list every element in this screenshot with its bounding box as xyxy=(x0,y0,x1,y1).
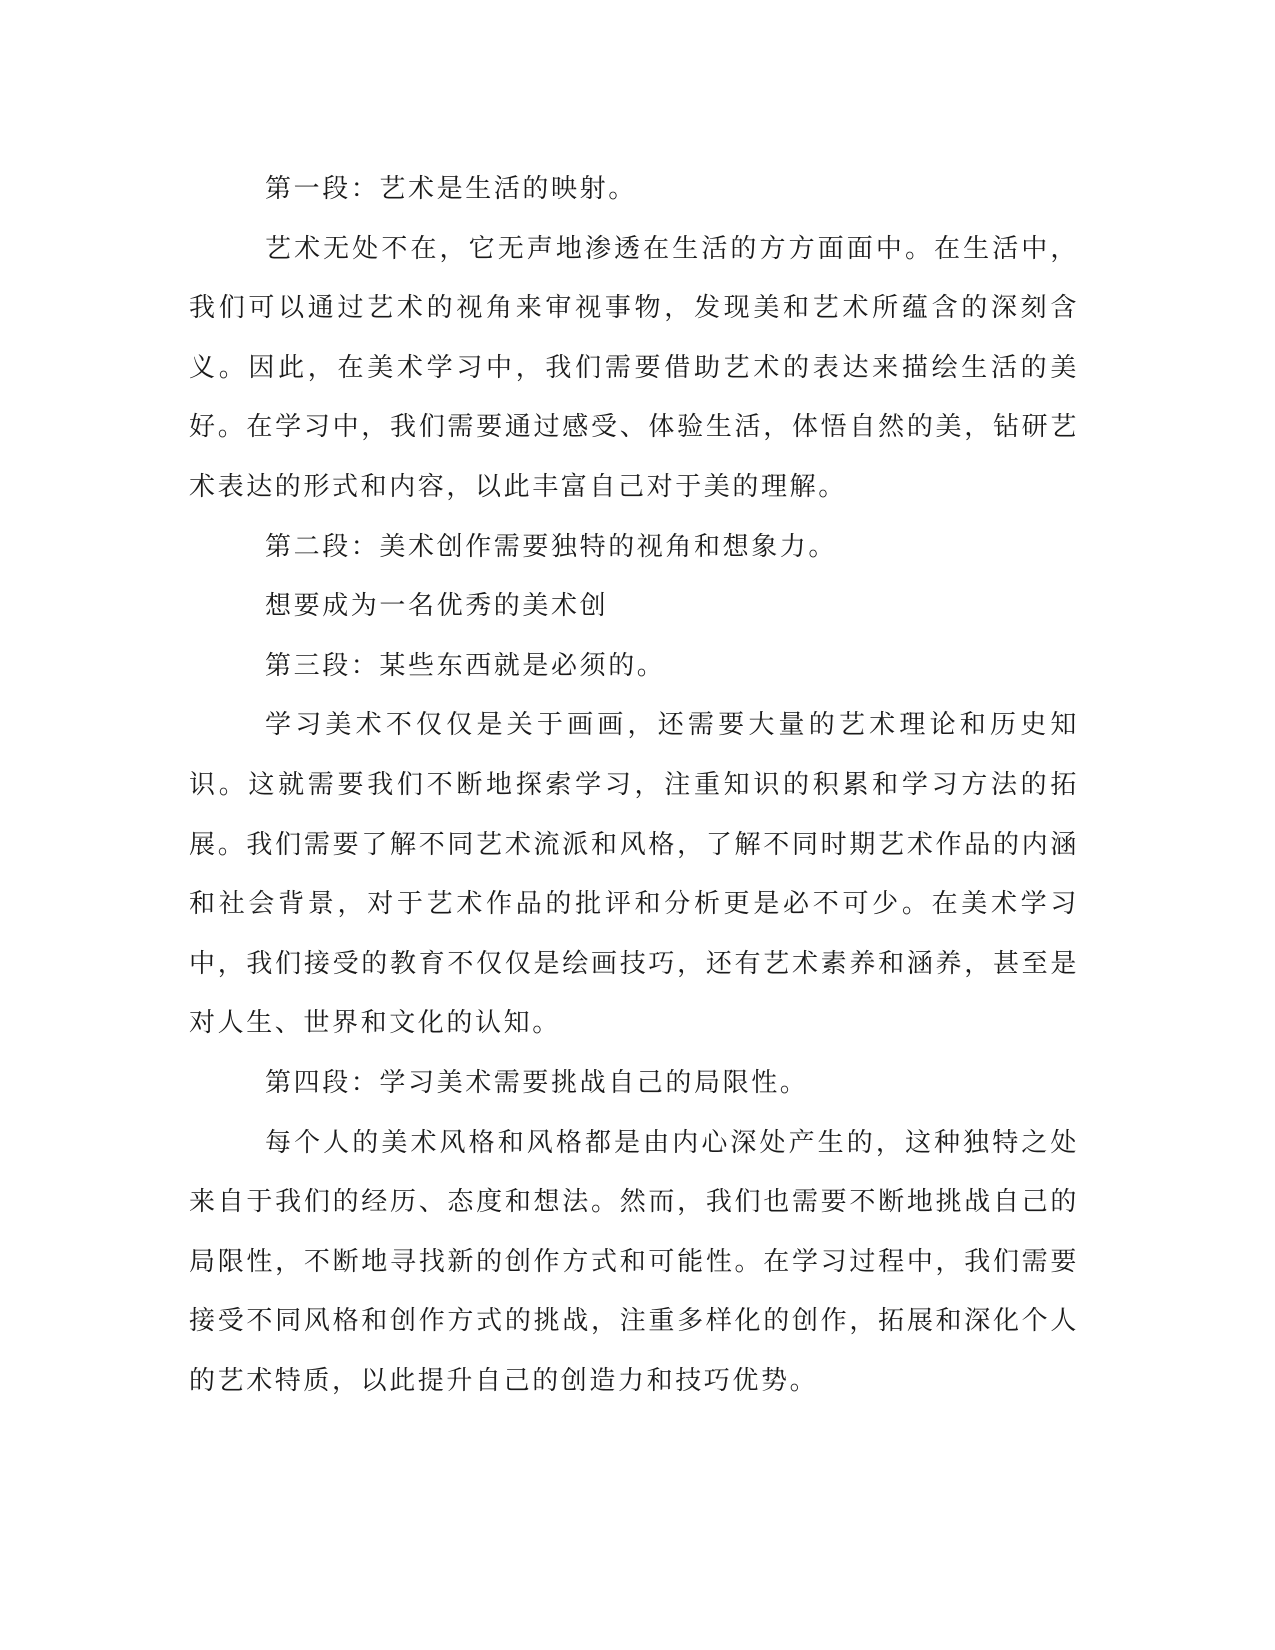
section-heading-3: 第三段：某些东西就是必须的。 xyxy=(265,650,666,681)
paragraph-1: 艺术无处不在，它无声地渗透在生活的方方面面中。在生活中，我们可以通过艺术的视角来审视事物，发现美和艺术所蕴含的深刻含义。因此，在美术学习中，我们需要借助艺术的表达来描绘生活的美好。在学习中，我们需要通过感受、体验生活，体悟自然的美，钻研艺术表达的形式和内容，以此丰富自己对于美的理解。 xyxy=(189,233,1079,502)
section-heading-1: 第一段：艺术是生活的映射。 xyxy=(265,174,637,204)
section-heading-4: 第四段：学习美术需要挑战自己的局限性。 xyxy=(265,1067,809,1098)
paragraph-4: 每个人的美术风格和风格都是由内心深处产生的，这种独特之处来自于我们的经历、态度和想法。然而，我们也需要不断地挑战自己的局限性，不断地寻找新的创作方式和可能性。在学习过程中，我们需要接受不同风格和创作方式的挑战，注重多样化的创作，拓展和深化个人的艺术特质，以此提升自己的创造力和技巧优势。 xyxy=(189,1127,1079,1396)
paragraph-2: 想要成为一名优秀的美术创 xyxy=(265,591,609,622)
paragraph-3: 学习美术不仅仅是关于画画，还需要大量的艺术理论和历史知识。这就需要我们不断地探索学习，注重知识的积累和学习方法的拓展。我们需要了解不同艺术流派和风格，了解不同时期艺术作品的内涵和社会背景，对于艺术作品的批评和分析更是必不可少。在美术学习中，我们接受的教育不仅仅是绘画技巧，还有艺术素养和涵养，甚至是对人生、世界和文化的认知。 xyxy=(189,710,1079,1039)
section-heading-2: 第二段：美术创作需要独特的视角和想象力。 xyxy=(265,531,838,562)
document-body xyxy=(189,160,1079,1411)
